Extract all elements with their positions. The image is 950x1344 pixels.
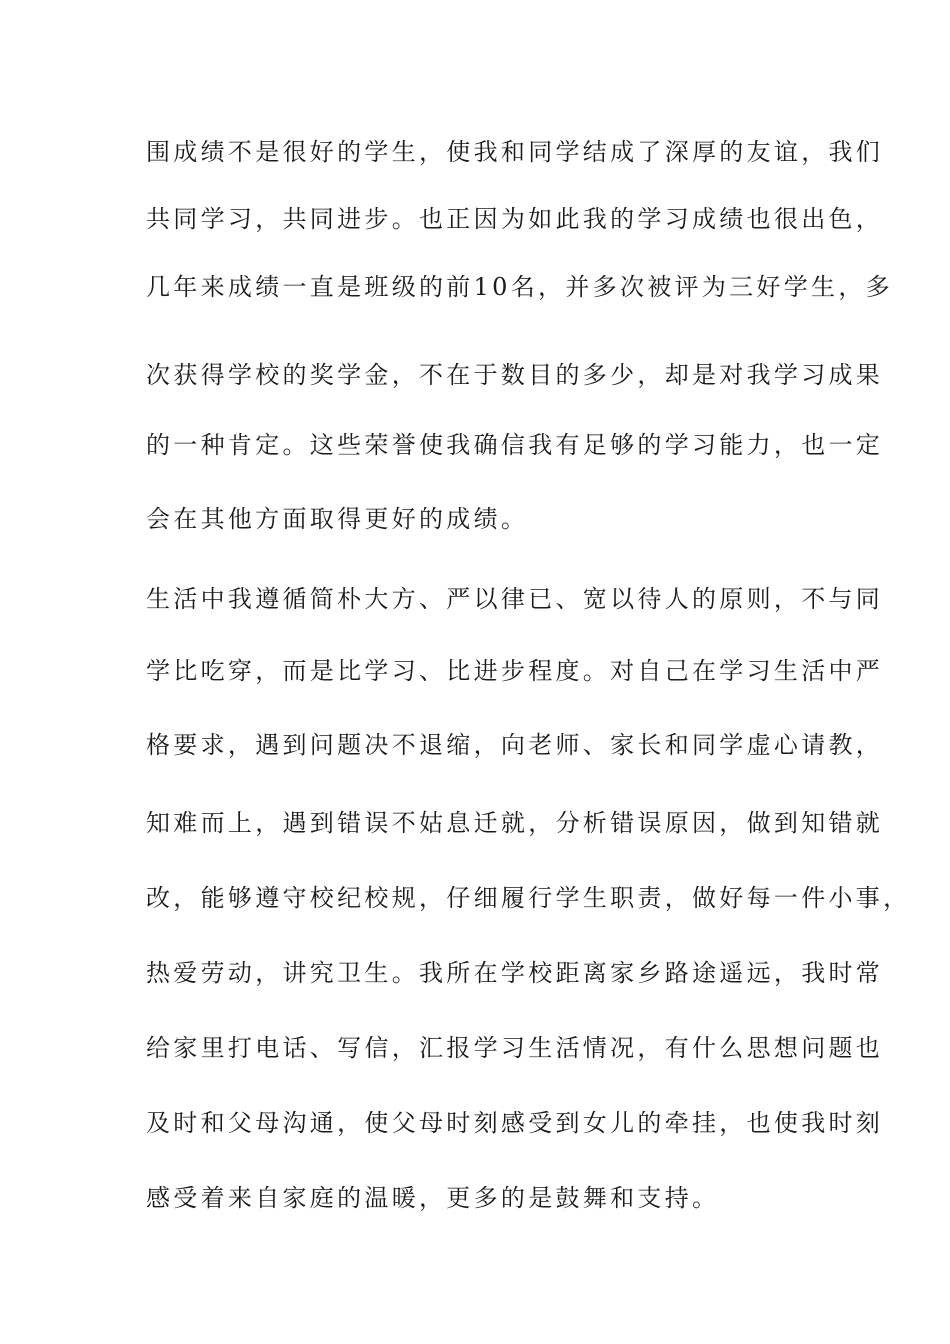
text-line-6: 会在其他方面取得更好的成绩。	[146, 505, 529, 533]
text-line-9: 格要求，遇到问题决不退缩，向老师、家长和同学虚心请教，	[146, 731, 884, 759]
text-line-12: 热爱劳动，讲究卫生。我所在学校距离家乡路途遥远，我时常	[146, 959, 884, 987]
text-line-3: 几年来成绩一直是班级的前10名，并多次被评为三好学生，多	[146, 273, 893, 301]
text-line-2: 共同学习，共同进步。也正因为如此我的学习成绩也很出色，	[146, 205, 884, 233]
text-line-8: 学比吃穿，而是比学习、比进步程度。对自己在学习生活中严	[146, 657, 884, 685]
text-line-14: 及时和父母沟通，使父母时刻感受到女儿的牵挂，也使我时刻	[146, 1109, 884, 1137]
text-line-4: 次获得学校的奖学金，不在于数目的多少，却是对我学习成果	[146, 361, 884, 389]
text-line-10: 知难而上，遇到错误不姑息迁就，分析错误原因，做到知错就	[146, 809, 884, 837]
text-line-5: 的一种肯定。这些荣誉使我确信我有足够的学习能力，也一定	[146, 431, 884, 459]
text-line-1: 围成绩不是很好的学生，使我和同学结成了深厚的友谊，我们	[146, 138, 884, 166]
text-line-7: 生活中我遵循简朴大方、严以律已、宽以待人的原则，不与同	[146, 585, 884, 613]
text-line-11: 改，能够遵守校纪校规，仔细履行学生职责，做好每一件小事，	[146, 884, 911, 912]
text-line-13: 给家里打电话、写信，汇报学习生活情况，有什么思想问题也	[146, 1034, 884, 1062]
text-line-15: 感受着来自家庭的温暖，更多的是鼓舞和支持。	[146, 1184, 720, 1212]
